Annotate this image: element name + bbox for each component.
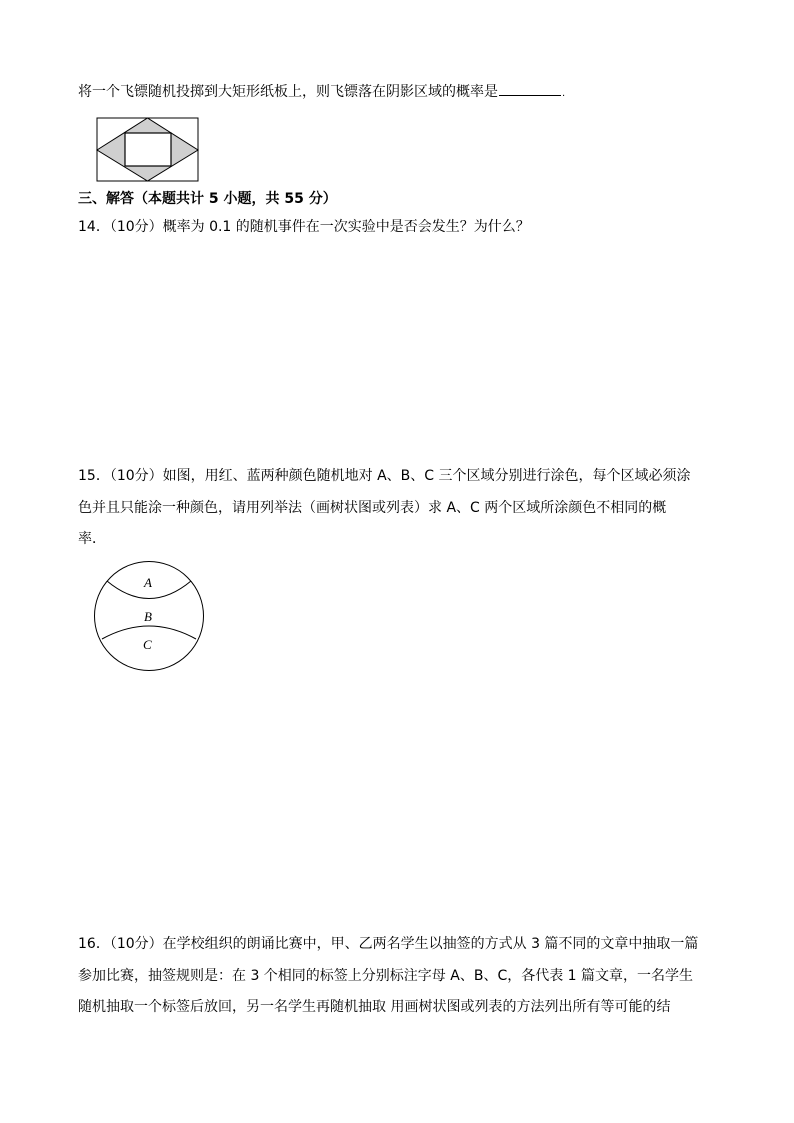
region-a-label: A [144,575,152,590]
q13-text: 将一个飞镖随机投掷到大矩形纸板上，则飞镖落在阴影区域的概率是 [78,84,498,100]
q15-line-1: 15．（10分）如图，用红、蓝两种颜色随机地对 A、B、C 三个区域分别进行涂色，每个区域必须涂 [78,468,691,484]
q14-line-1: 14．（10分）概率为 0.1 的随机事件在一次实验中是否会发生？为什么？ [78,219,530,235]
region-b-label: B [144,609,152,624]
q13-text-line [78,81,565,104]
rectangle-rhombus-figure [96,117,200,183]
q16-line-1: 16．（10分）在学校组织的朗诵比赛中，甲、乙两名学生以抽签的方式从 3 篇不同的文章中抽取一篇 [78,936,699,952]
q16-line-3: 随机抽取一个标签后放回，另一名学生再随机抽取 用画树状图或列表的方法列出所有等可能的结 [78,999,671,1015]
circle-regions-figure [93,560,205,672]
section-3-title: 三、解答（本题共计 5 小题，共 55 分） [78,191,337,207]
q16-line-2: 参加比赛，抽签规则是：在 3 个相同的标签上分别标注字母 A、B、C，各代表 1 篇文章，一名学生 [78,968,694,984]
region-c-label: C [143,637,152,652]
answer-blank [499,81,561,96]
q13-end-mark: . [562,88,566,99]
q15-line-3: 率． [78,531,106,547]
q15-line-2: 色并且只能涂一种颜色，请用列举法（画树状图或列表）求 A、C 两个区域所涂颜色不相同的概 [78,500,667,516]
